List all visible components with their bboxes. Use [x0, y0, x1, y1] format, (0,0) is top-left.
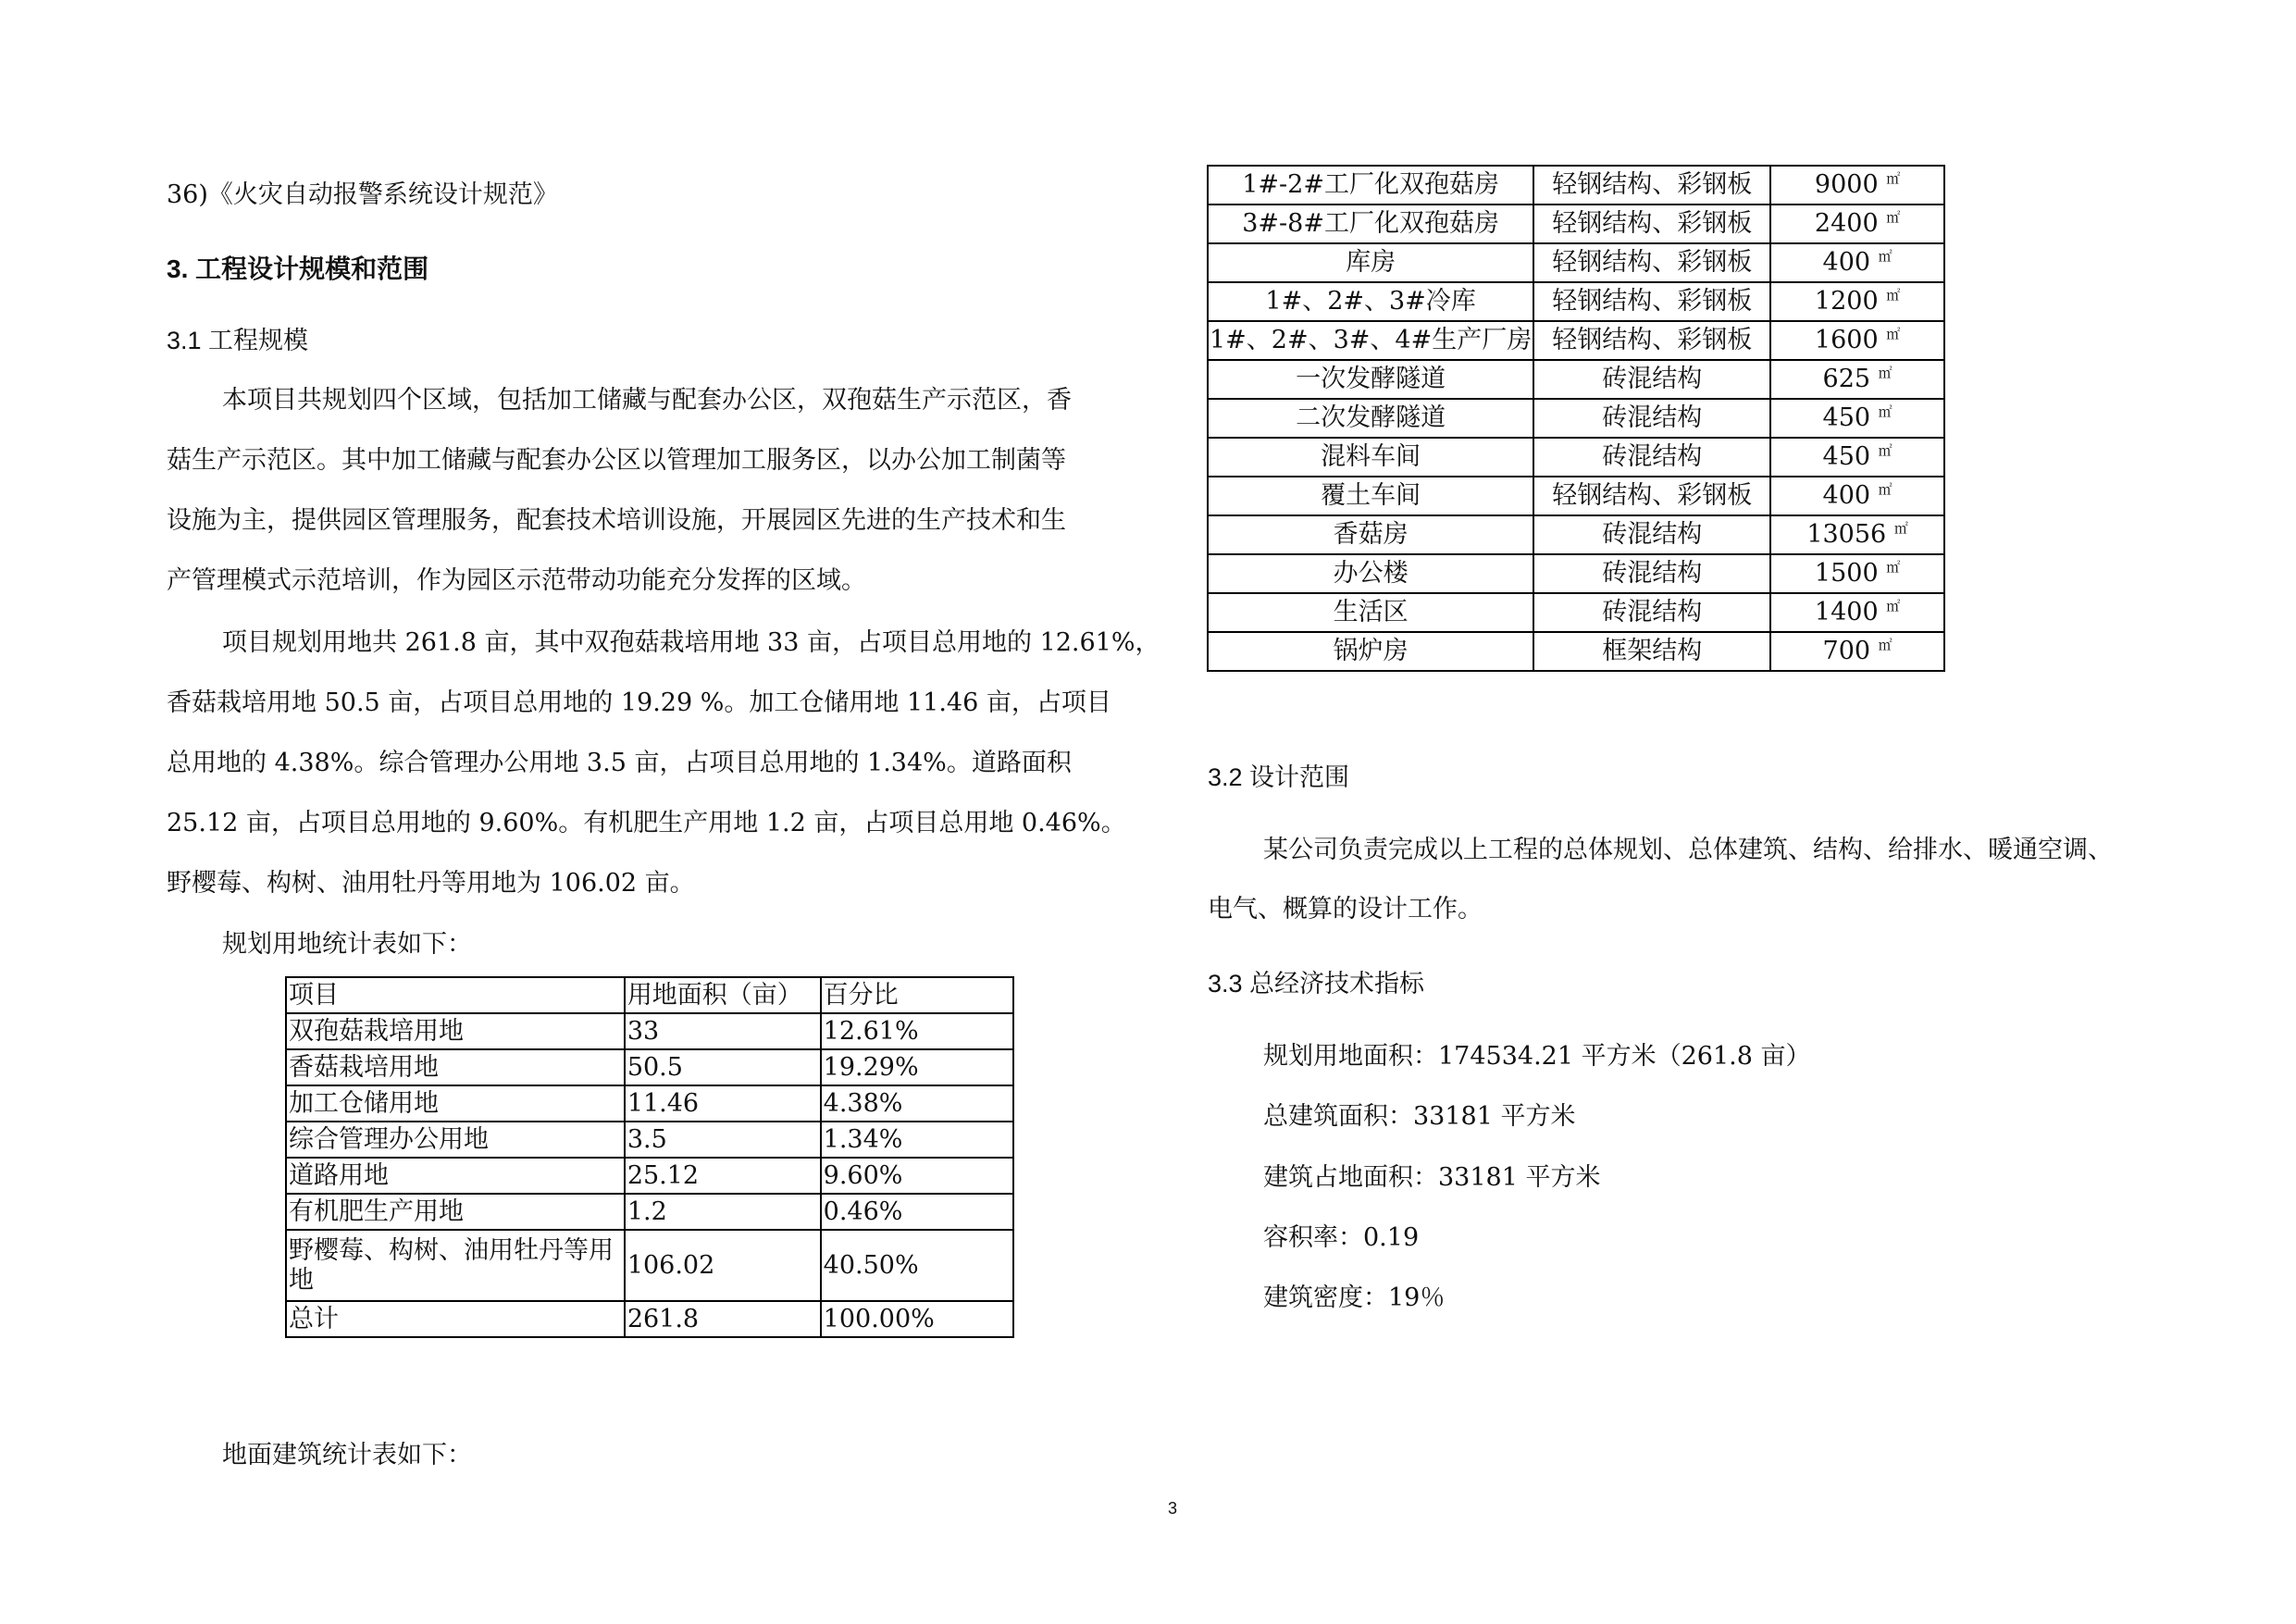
table-cell: 砖混结构	[1533, 593, 1770, 632]
area-value: 9000	[1814, 170, 1879, 199]
table-cell: 综合管理办公用地	[286, 1122, 625, 1158]
area-value: 1200	[1814, 287, 1879, 316]
indicator-land-area: 规划用地面积：174534.21 平方米（261.8 亩）	[1263, 1042, 1811, 1071]
table-cell: 1#-2#工厂化双孢菇房	[1208, 166, 1533, 205]
area-unit: ㎡	[1886, 170, 1901, 187]
table-cell	[1770, 282, 1944, 321]
table-row	[1208, 399, 1944, 438]
section-heading-3-1: 3.1 工程规模	[167, 327, 309, 354]
table-cell: 砖混结构	[1533, 515, 1770, 554]
text-line: 野樱莓、构树、油用牡丹等用地为 106.02 亩。	[167, 869, 695, 898]
land-use-table	[285, 976, 1014, 1338]
table-header-cell: 项目	[286, 977, 625, 1013]
reference-item-36: 36)《火灾自动报警系统设计规范》	[167, 180, 558, 209]
table-header-cell: 百分比	[821, 977, 1013, 1013]
area-value: 400	[1822, 481, 1871, 510]
table-cell: 道路用地	[286, 1158, 625, 1194]
section-heading-3-2: 3.2 设计范围	[1208, 763, 1350, 791]
table-cell: 1#、2#、3#冷库	[1208, 282, 1533, 321]
table-cell: 1#、2#、3#、4#生产厂房	[1208, 321, 1533, 360]
table-cell: 加工仓储用地	[286, 1085, 625, 1122]
table-cell	[1770, 554, 1944, 593]
text-line: 电气、概算的设计工作。	[1208, 895, 1483, 924]
area-value: 13056	[1806, 520, 1887, 549]
table-header-row	[286, 977, 1013, 1013]
table-cell: 11.46	[625, 1085, 821, 1122]
table-cell: 野樱莓、构树、油用牡丹等用地	[286, 1230, 625, 1301]
table-cell: 12.61%	[821, 1013, 1013, 1049]
area-unit: ㎡	[1886, 287, 1901, 304]
table-cell: 覆土车间	[1208, 477, 1533, 515]
area-unit: ㎡	[1886, 559, 1901, 576]
table-cell: 砖混结构	[1533, 554, 1770, 593]
table-row	[286, 1158, 1013, 1194]
table-cell: 9.60%	[821, 1158, 1013, 1194]
table-cell: 25.12	[625, 1158, 821, 1194]
area-unit: ㎡	[1886, 326, 1901, 342]
area-value: 625	[1822, 365, 1871, 393]
table-cell: 轻钢结构、彩钢板	[1533, 166, 1770, 205]
table-row	[1208, 477, 1944, 515]
text-line: 总用地的 4.38%。综合管理办公用地 3.5 亩，占项目总用地的 1.34%。道路面积	[167, 749, 1072, 777]
table-row	[1208, 360, 1944, 399]
table-cell	[1770, 438, 1944, 477]
area-value: 1400	[1814, 598, 1879, 626]
table-cell: 二次发酵隧道	[1208, 399, 1533, 438]
indicator-footprint-area: 建筑占地面积：33181 平方米	[1263, 1163, 1601, 1192]
area-unit: ㎡	[1878, 637, 1893, 653]
table-cell: 双孢菇栽培用地	[286, 1013, 625, 1049]
section-heading-3: 3. 工程设计规模和范围	[167, 254, 429, 283]
table-row	[286, 1194, 1013, 1230]
table-row	[1208, 205, 1944, 243]
table-cell: 总计	[286, 1301, 625, 1337]
table-cell	[1770, 243, 1944, 282]
table-cell	[1770, 205, 1944, 243]
area-value: 1500	[1814, 559, 1879, 588]
page-number: 3	[1168, 1499, 1178, 1518]
table-cell: 轻钢结构、彩钢板	[1533, 243, 1770, 282]
table-cell: 轻钢结构、彩钢板	[1533, 205, 1770, 243]
table-cell	[1770, 399, 1944, 438]
table-row-total	[286, 1301, 1013, 1337]
table-cell	[1770, 166, 1944, 205]
indicator-total-floor-area: 总建筑面积：33181 平方米	[1263, 1102, 1576, 1131]
text-line: 设施为主，提供园区管理服务，配套技术培训设施，开展园区先进的生产技术和生	[167, 506, 1066, 535]
text-line: 25.12 亩，占项目总用地的 9.60%。有机肥生产用地 1.2 亩，占项目总用地 0.46%。	[167, 809, 1126, 837]
indicator-plot-ratio: 容积率：0.19	[1263, 1223, 1420, 1252]
area-value: 450	[1822, 442, 1871, 471]
table-cell	[1770, 593, 1944, 632]
table-cell: 3#-8#工厂化双孢菇房	[1208, 205, 1533, 243]
table-cell: 框架结构	[1533, 632, 1770, 671]
text-line: 香菇栽培用地 50.5 亩，占项目总用地的 19.29 %。加工仓储用地 11.46 亩，占项目	[167, 688, 1111, 717]
table-cell	[1770, 477, 1944, 515]
table-cell	[1770, 321, 1944, 360]
table-row	[1208, 321, 1944, 360]
table-cell: 0.46%	[821, 1194, 1013, 1230]
table-row	[1208, 166, 1944, 205]
table-cell: 50.5	[625, 1049, 821, 1085]
table-row	[1208, 515, 1944, 554]
table-cell: 40.50%	[821, 1230, 1013, 1301]
table-row	[286, 1049, 1013, 1085]
area-value: 1600	[1814, 326, 1879, 354]
table-row	[286, 1013, 1013, 1049]
table-row	[1208, 243, 1944, 282]
indicator-building-density: 建筑密度：19％	[1263, 1283, 1446, 1312]
table-row	[286, 1085, 1013, 1122]
table-cell: 100.00%	[821, 1301, 1013, 1337]
table-cell: 33	[625, 1013, 821, 1049]
area-unit: ㎡	[1893, 520, 1908, 537]
table-row	[1208, 593, 1944, 632]
table-cell: 轻钢结构、彩钢板	[1533, 477, 1770, 515]
table-cell	[1770, 515, 1944, 554]
text-line: 本项目共规划四个区域，包括加工储藏与配套办公区，双孢菇生产示范区，香	[222, 386, 1072, 415]
table-header-cell: 用地面积（亩）	[625, 977, 821, 1013]
table-cell: 轻钢结构、彩钢板	[1533, 321, 1770, 360]
table-cell: 106.02	[625, 1230, 821, 1301]
table-cell: 生活区	[1208, 593, 1533, 632]
area-value: 700	[1822, 637, 1871, 665]
table-cell: 1.34%	[821, 1122, 1013, 1158]
table-cell	[1770, 632, 1944, 671]
table-cell: 轻钢结构、彩钢板	[1533, 282, 1770, 321]
table-cell: 19.29%	[821, 1049, 1013, 1085]
table-row	[1208, 438, 1944, 477]
area-unit: ㎡	[1878, 248, 1893, 265]
text-line: 项目规划用地共 261.8 亩，其中双孢菇栽培用地 33 亩，占项目总用地的 12.61%，	[222, 628, 1160, 657]
area-unit: ㎡	[1886, 209, 1901, 226]
area-value: 400	[1822, 248, 1871, 277]
text-line: 产管理模式示范培训，作为园区示范带动功能充分发挥的区域。	[167, 566, 866, 595]
text-line: 菇生产示范区。其中加工储藏与配套办公区以管理加工服务区，以办公加工制菌等	[167, 446, 1066, 475]
table-cell: 香菇房	[1208, 515, 1533, 554]
building-table	[1207, 165, 1945, 672]
table-row	[286, 1230, 1013, 1301]
table-cell: 砖混结构	[1533, 438, 1770, 477]
area-unit: ㎡	[1878, 442, 1893, 459]
table-cell	[1770, 360, 1944, 399]
table-cell: 砖混结构	[1533, 399, 1770, 438]
table-cell: 3.5	[625, 1122, 821, 1158]
land-table-caption: 规划用地统计表如下：	[222, 930, 472, 959]
area-value: 2400	[1814, 209, 1879, 238]
table-row	[1208, 554, 1944, 593]
table-cell: 一次发酵隧道	[1208, 360, 1533, 399]
table-cell: 1.2	[625, 1194, 821, 1230]
area-value: 450	[1822, 403, 1871, 432]
table-cell: 261.8	[625, 1301, 821, 1337]
table-row	[1208, 282, 1944, 321]
table-cell: 办公楼	[1208, 554, 1533, 593]
area-unit: ㎡	[1886, 598, 1901, 614]
table-cell: 砖混结构	[1533, 360, 1770, 399]
table-cell: 库房	[1208, 243, 1533, 282]
table-cell: 锅炉房	[1208, 632, 1533, 671]
table-cell: 4.38%	[821, 1085, 1013, 1122]
table-row	[286, 1122, 1013, 1158]
area-unit: ㎡	[1878, 365, 1893, 381]
table-cell: 香菇栽培用地	[286, 1049, 625, 1085]
table-cell: 有机肥生产用地	[286, 1194, 625, 1230]
table-cell: 混料车间	[1208, 438, 1533, 477]
table-row	[1208, 632, 1944, 671]
building-table-caption: 地面建筑统计表如下：	[222, 1441, 472, 1469]
area-unit: ㎡	[1878, 403, 1893, 420]
area-unit: ㎡	[1878, 481, 1893, 498]
section-heading-3-3: 3.3 总经济技术指标	[1208, 970, 1425, 998]
text-line: 某公司负责完成以上工程的总体规划、总体建筑、结构、给排水、暖通空调、	[1263, 836, 2113, 864]
